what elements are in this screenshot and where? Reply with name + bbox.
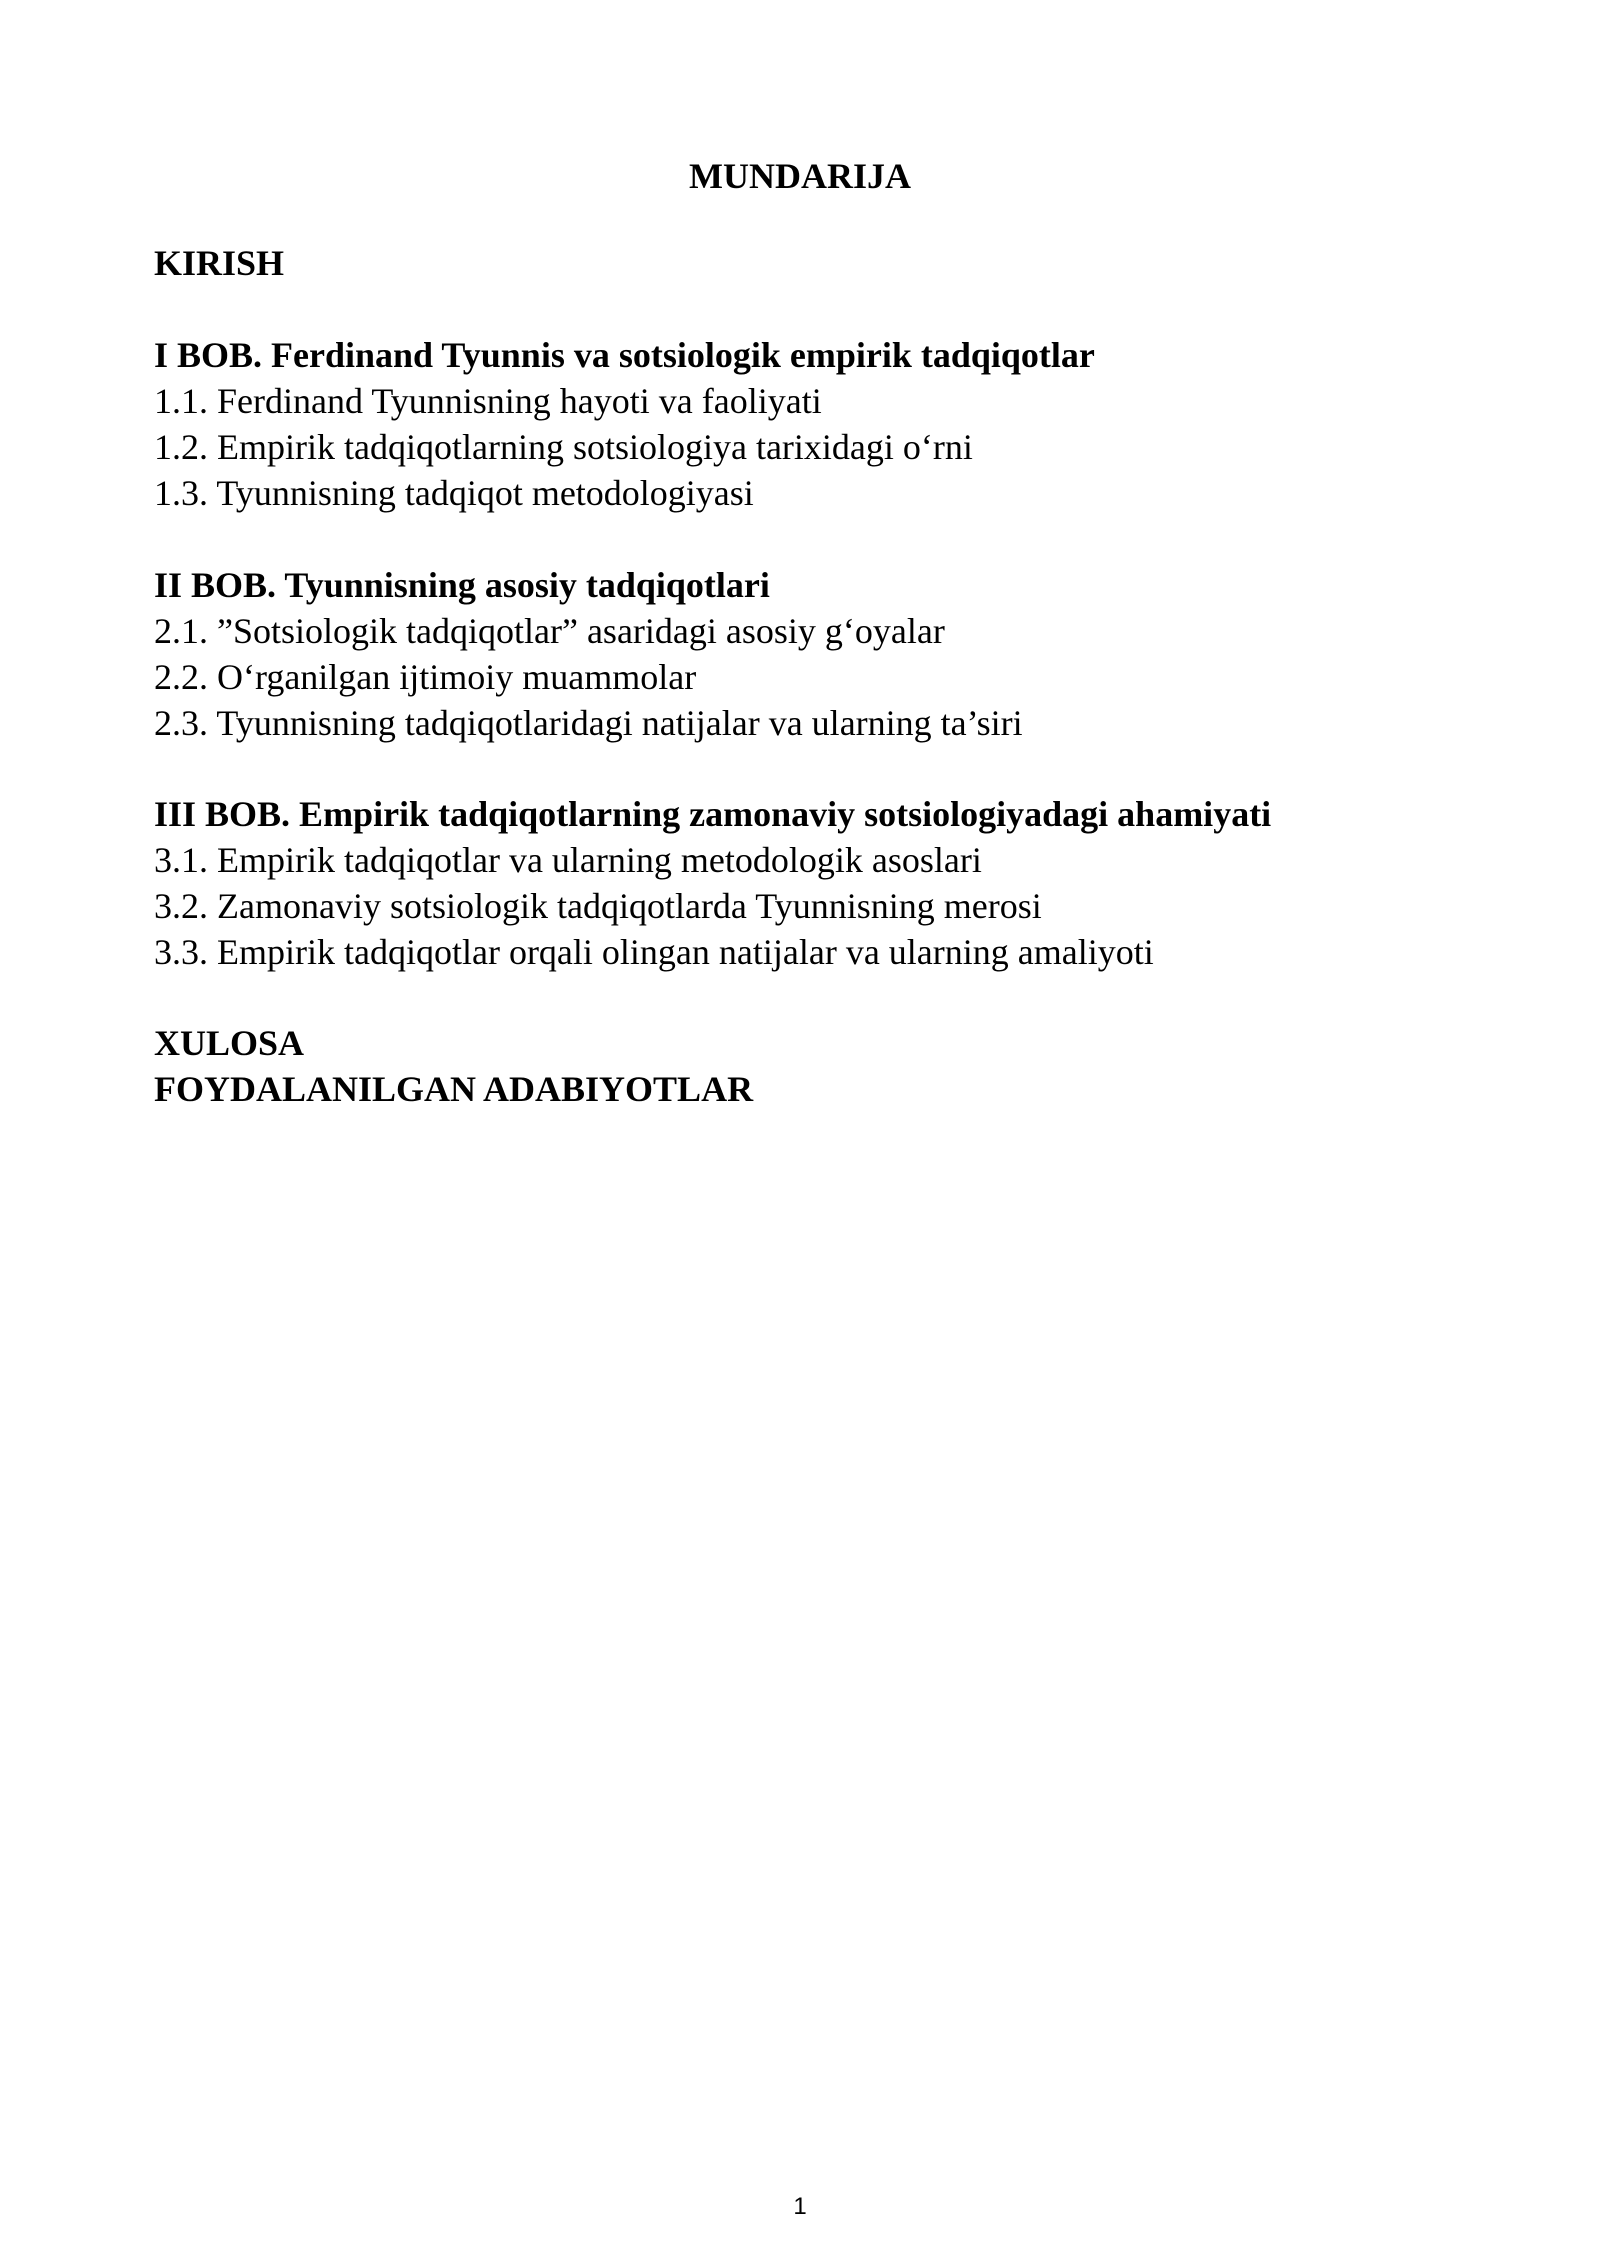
- toc-item-1-3[interactable]: 1.3. Tyunnisning tadqiqot metodologiyasi: [154, 473, 754, 513]
- toc-item-1-2[interactable]: 1.2. Empirik tadqiqotlarning sotsiologiya tarixidagi o‘rni: [154, 427, 973, 467]
- toc-item-3-2[interactable]: 3.2. Zamonaviy sotsiologik tadqiqotlarda Tyunnisning merosi: [154, 886, 1042, 926]
- toc-chapter-1: [154, 332, 1474, 516]
- toc-chapter-3-heading[interactable]: III BOB. Empirik tadqiqotlarning zamonaviy sotsiologiyadagi ahamiyati: [154, 794, 1272, 834]
- toc-item-2-2[interactable]: 2.2. O‘rganilgan ijtimoiy muammolar: [154, 657, 697, 697]
- toc-item-1-1[interactable]: 1.1. Ferdinand Tyunnisning hayoti va faoliyati: [154, 381, 822, 421]
- toc-chapter-1-heading[interactable]: I BOB. Ferdinand Tyunnis va sotsiologik empirik tadqiqotlar: [154, 335, 1095, 375]
- toc-chapter-2: [154, 562, 1474, 746]
- toc-end-section: [154, 1020, 1474, 1112]
- toc-conclusion-heading[interactable]: XULOSA: [154, 1023, 305, 1063]
- toc-intro-section: [154, 240, 1474, 286]
- toc-item-3-1[interactable]: 3.1. Empirik tadqiqotlar va ularning metodologik asoslari: [154, 840, 982, 880]
- toc-item-2-1[interactable]: 2.1. ”Sotsiologik tadqiqotlar” asaridagi asosiy g‘oyalar: [154, 611, 945, 651]
- toc-chapter-2-heading[interactable]: II BOB. Tyunnisning asosiy tadqiqotlari: [154, 565, 770, 605]
- page-number: 1: [793, 2193, 807, 2220]
- page-title: MUNDARIJA: [689, 156, 911, 196]
- toc-item-2-3[interactable]: 2.3. Tyunnisning tadqiqotlaridagi natijalar va ularning ta’siri: [154, 703, 1023, 743]
- toc-references-heading[interactable]: FOYDALANILGAN ADABIYOTLAR: [154, 1069, 754, 1109]
- toc-intro-heading[interactable]: KIRISH: [154, 243, 285, 283]
- toc-item-3-3[interactable]: 3.3. Empirik tadqiqotlar orqali olingan natijalar va ularning amaliyoti: [154, 932, 1154, 972]
- toc-chapter-3: [154, 791, 1474, 975]
